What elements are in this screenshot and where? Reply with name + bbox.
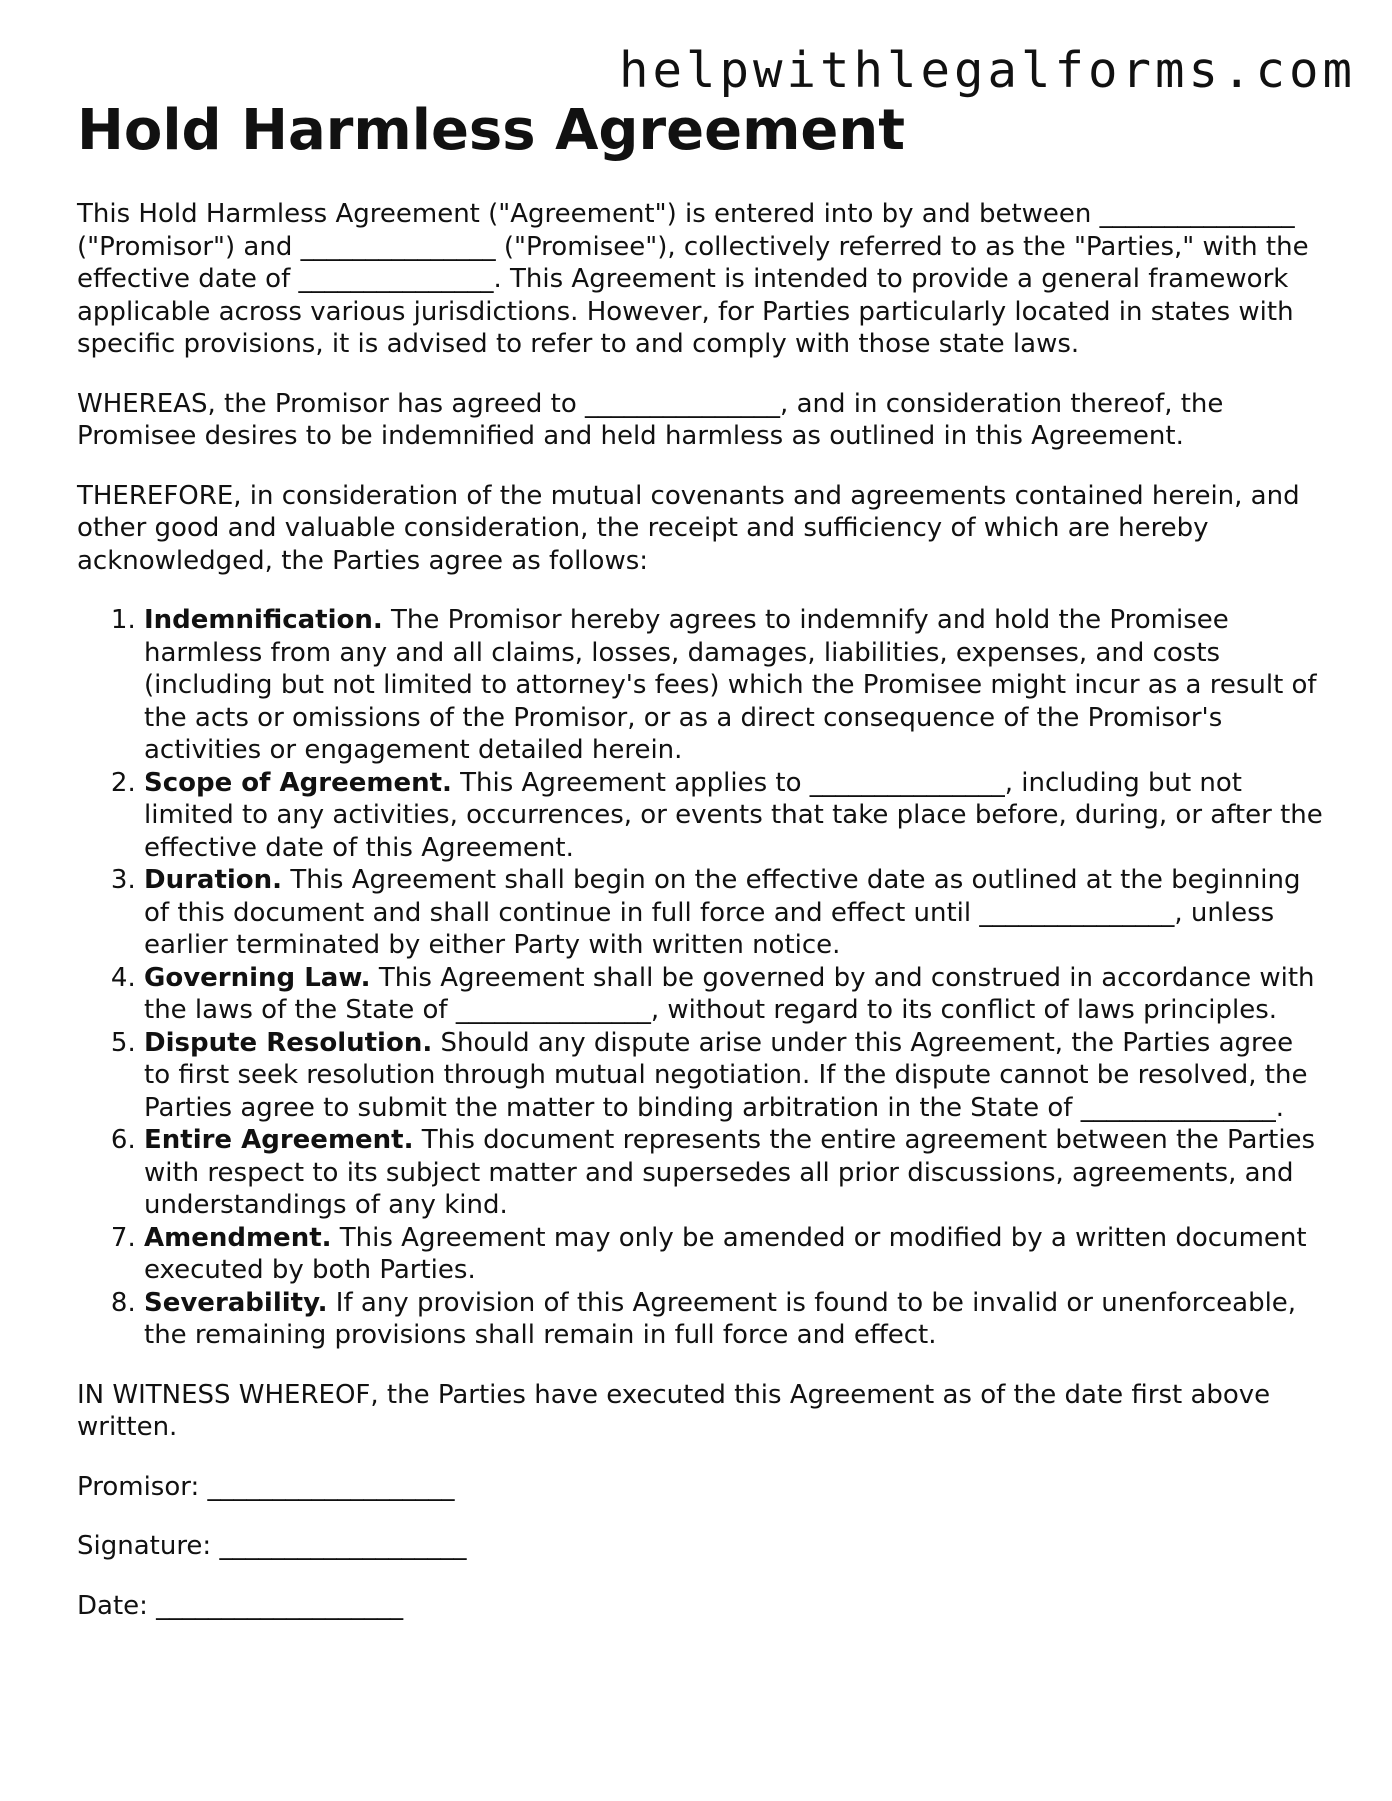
- clause-item: [144, 962, 1327, 1027]
- date-field: Date: ___________________: [77, 1590, 404, 1621]
- signature-field: Signature: ___________________: [77, 1531, 467, 1561]
- clause-heading: Duration.: [144, 865, 283, 895]
- clause-heading: Scope of Agreement.: [144, 767, 452, 798]
- clause-text: This Agreement shall begin on the effective date as outlined at the beginning of this document and shall continue in full force and effect until _______________, unless earlier terminated by either Party with written notice.: [144, 865, 1301, 960]
- witness-paragraph: IN WITNESS WHEREOF, the Parties have executed this Agreement as of the date first above written.: [77, 1379, 1271, 1442]
- clause-text: This Agreement shall be governed by and construed in accordance with the laws of the State of _______________, without regard to its conflict of laws principles.: [144, 962, 1315, 1025]
- clause-heading: Entire Agreement.: [144, 1125, 414, 1155]
- clause-text: This Agreement may only be amended or modified by a written document executed by both Parties.: [144, 1222, 1307, 1285]
- whereas-paragraph: WHEREAS, the Promisor has agreed to _______________, and in consideration thereof, the Promisee desires to be indemnified and held harmless as outlined in this Agreement.: [77, 388, 1224, 451]
- clause-heading: Governing Law.: [144, 962, 371, 993]
- clause-text: Should any dispute arise under this Agreement, the Parties agree to first seek resolution through mutual negotiation. If the dispute cannot be resolved, the Parties agree to submit the matter to binding arbitration in the State of _______________.: [144, 1027, 1308, 1123]
- watermark-text: helpwithlegalforms.com: [618, 42, 1356, 99]
- clause-heading: Amendment.: [144, 1222, 332, 1253]
- clause-item: [144, 604, 1327, 767]
- clause-item: [144, 1222, 1327, 1287]
- clause-item: [144, 864, 1327, 962]
- document-body: [77, 198, 1327, 1649]
- clause-heading: Indemnification.: [144, 605, 383, 635]
- document-title: Hold Harmless Agreement: [77, 98, 906, 163]
- clause-text: If any provision of this Agreement is found to be invalid or unenforceable, the remaining provisions shall remain in full force and effect.: [144, 1287, 1297, 1350]
- clause-heading: Dispute Resolution.: [144, 1027, 433, 1058]
- intro-paragraph: This Hold Harmless Agreement ("Agreement") is entered into by and between _______________ ("Promisor") and _______________ ("Promisee"), collectively referred to as the "Parties," with the effective date of _______________. This Agreement is intended to provide a general framework applicable across various jurisdictions. However, for Parties particularly located in states with specific provisions, it is advised to refer to and comply with those state laws.: [77, 199, 1309, 359]
- clause-item: [144, 1287, 1327, 1352]
- therefore-paragraph: THEREFORE, in consideration of the mutual covenants and agreements contained herein, and other good and valuable consideration, the receipt and sufficiency of which are hereby acknowledged, the Parties agree as follows:: [77, 480, 1300, 576]
- clause-text: The Promisor hereby agrees to indemnify and hold the Promisee harmless from any and all claims, losses, damages, liabilities, expenses, and costs (including but not limited to attorney's fees) which the Promisee might incur as a result of the acts or omissions of the Promisor, or as a direct consequence of the Promisor's activities or engagement detailed herein.: [144, 605, 1317, 765]
- clause-text: This document represents the entire agreement between the Parties with respect to its subject matter and supersedes all prior discussions, agreements, and understandings of any kind.: [144, 1125, 1316, 1220]
- clause-item: [144, 767, 1327, 865]
- clause-text: This Agreement applies to _______________, including but not limited to any activities, occurrences, or events that take place before, during, or after the effective date of this Agreement.: [144, 767, 1323, 863]
- clause-heading: Severability.: [144, 1287, 328, 1318]
- clause-item: [144, 1027, 1327, 1125]
- promisor-field: Promisor: ___________________: [77, 1471, 455, 1502]
- clause-item: [144, 1124, 1327, 1222]
- clause-list: [77, 604, 1327, 1352]
